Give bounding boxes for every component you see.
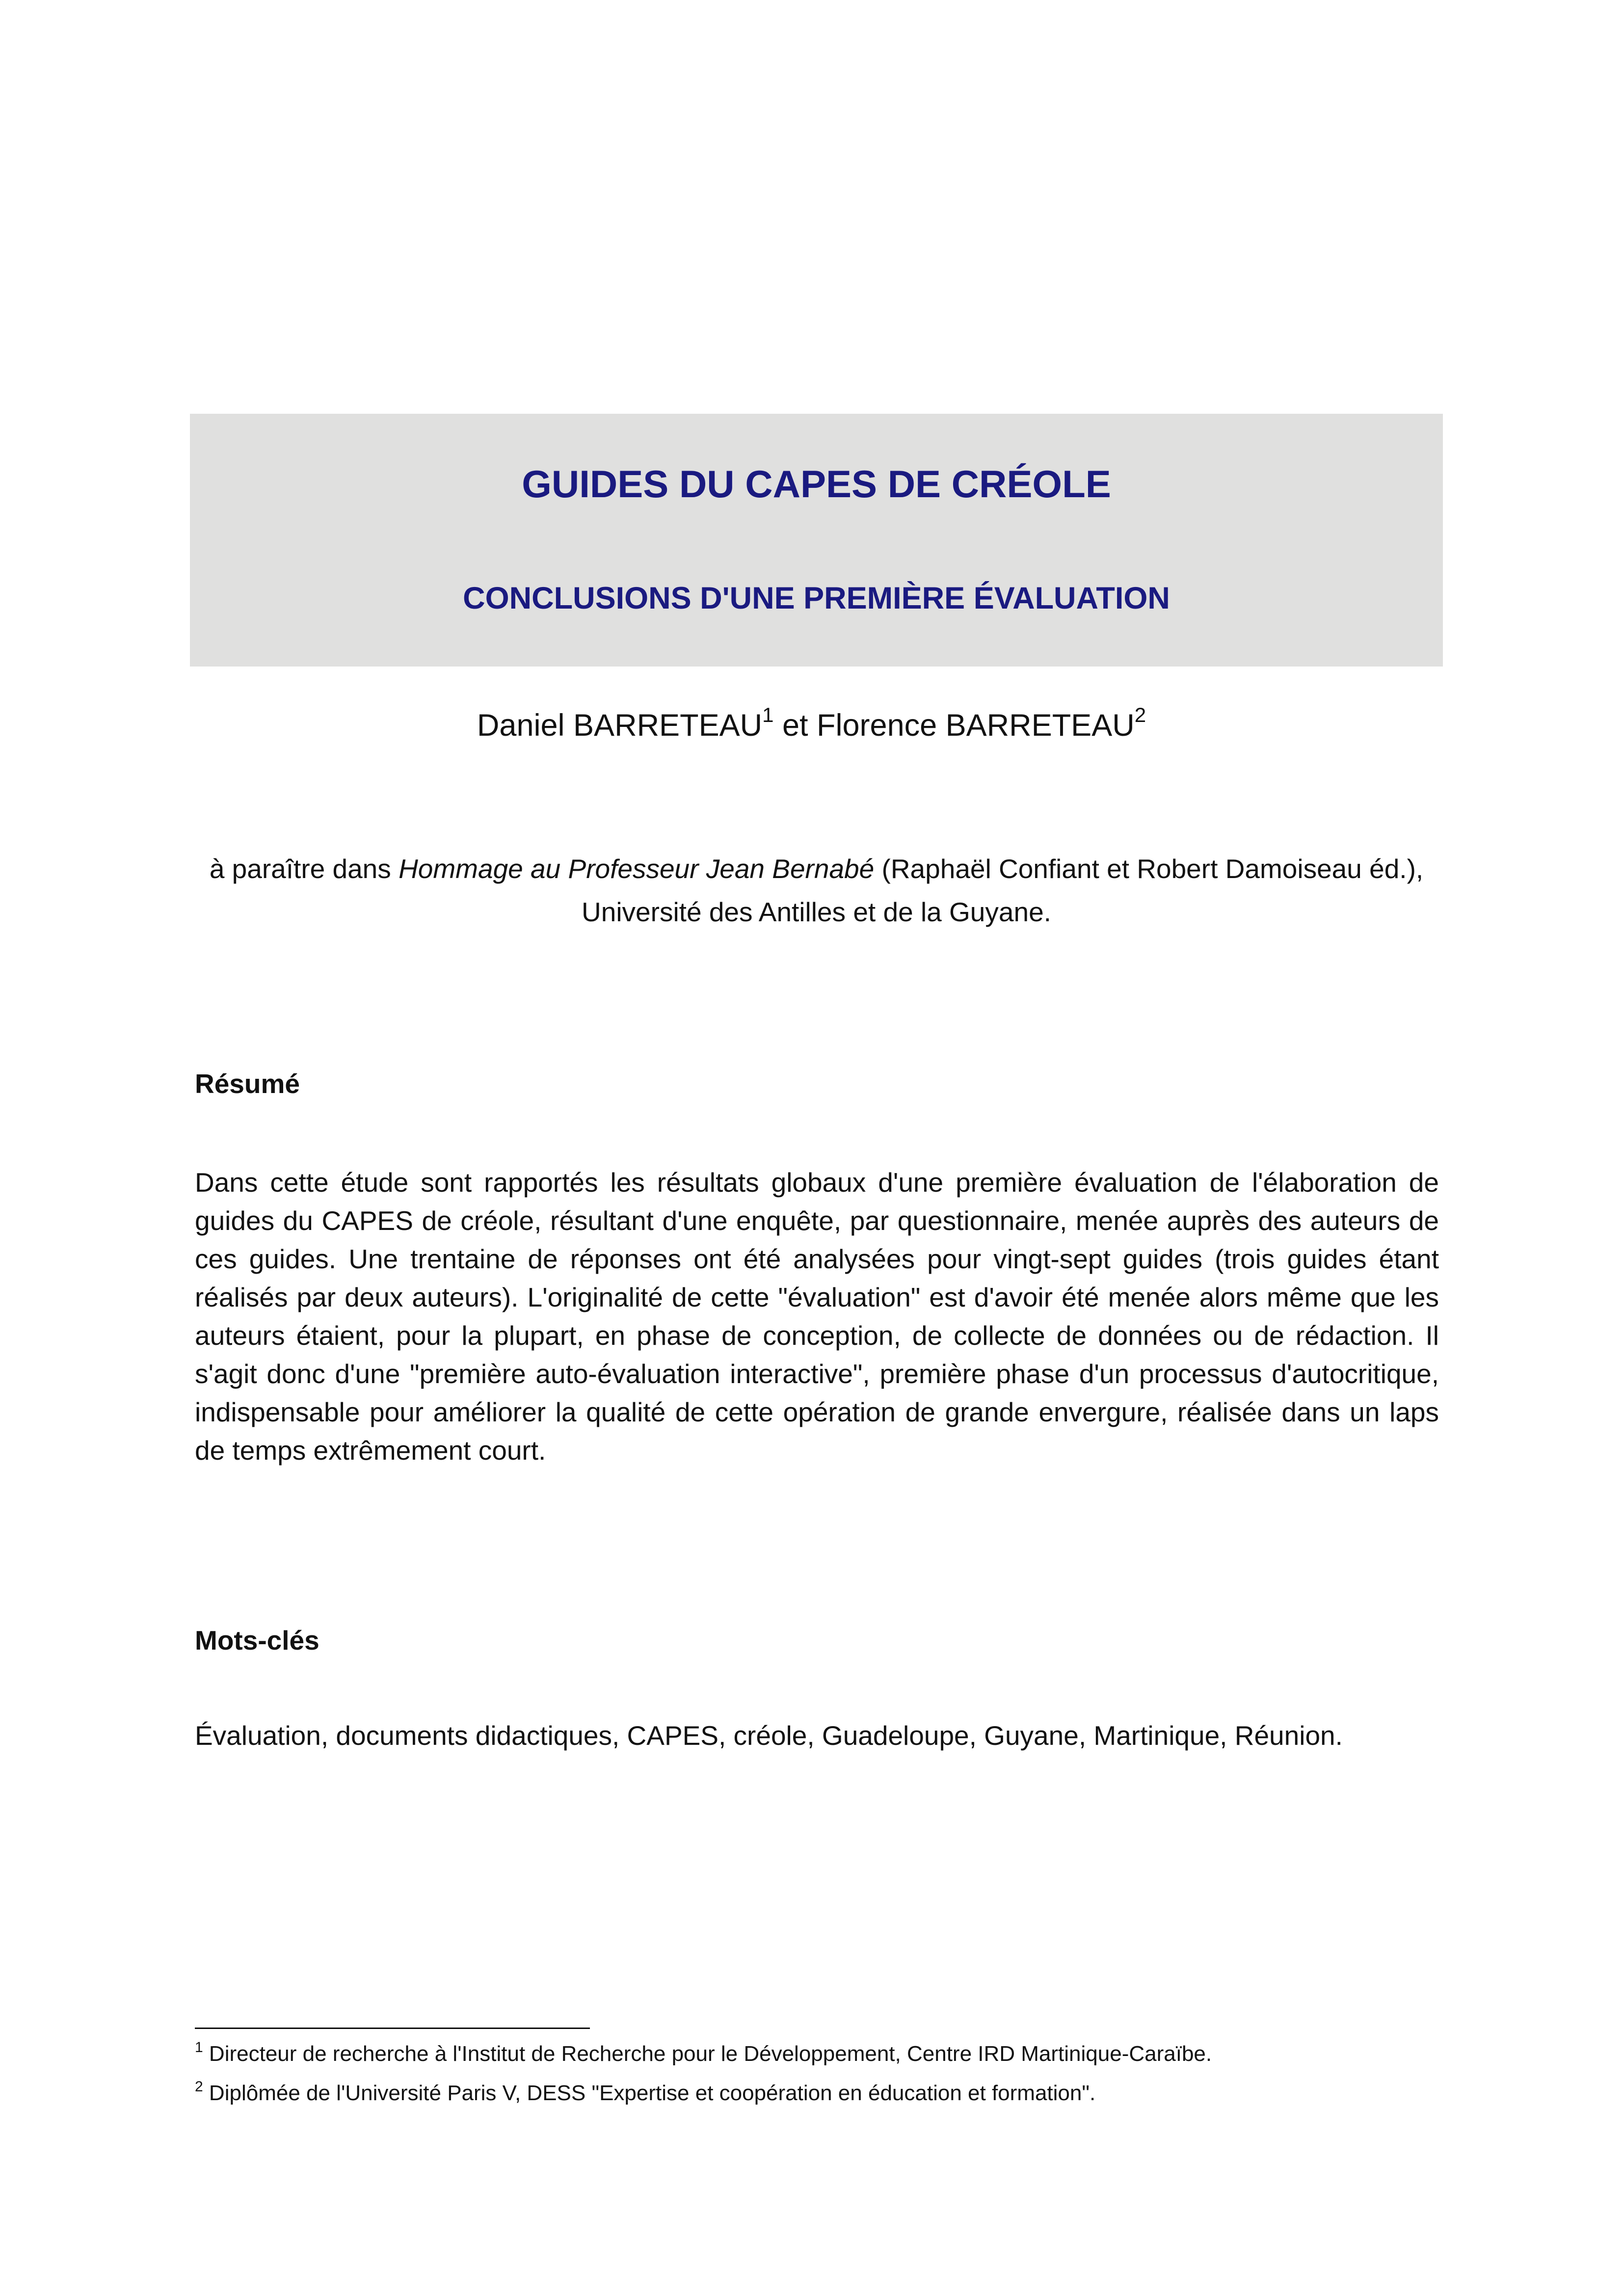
- footnote-text-1: Directeur de recherche à l'Institut de Recherche pour le Développement, Centre IRD Martinique-Caraïbe.: [209, 2042, 1212, 2066]
- author-2: et Florence BARRETEAU: [782, 708, 1135, 743]
- book-title: Hommage au Professeur Jean Bernabé: [399, 854, 875, 884]
- footnote-text-2: Diplômée de l'Université Paris V, DESS "Expertise et coopération en éducation et formation".: [209, 2081, 1096, 2105]
- footnote-mark-1: 1: [195, 2039, 203, 2056]
- publication-prefix: à paraître dans: [209, 854, 399, 884]
- publication-institution: Université des Antilles et de la Guyane.: [582, 897, 1051, 927]
- publication-editors: (Raphaël Confiant et Robert Damoiseau éd.),: [874, 854, 1424, 884]
- document-subtitle: CONCLUSIONS D'UNE PREMIÈRE ÉVALUATION: [463, 581, 1170, 615]
- footnote-2: [195, 2081, 1095, 2106]
- footnote-ref-2: 2: [1134, 703, 1146, 726]
- resume-text: Dans cette étude sont rapportés les résultats globaux d'une première évaluation de l'élaboration de guides du CAPES de créole, résultant d'une enquête, par questionnaire, menée auprès des auteurs de ces guides. Une trentaine de réponses ont été analysées pour vingt-sept guides (trois guides étant réalisés par deux auteurs). L'originalité de cette "évaluation" est d'avoir été menée alors même que les auteurs étaient, pour la plupart, en phase de conception, de collecte de données ou de rédaction. Il s'agit donc d'une "première auto-évaluation interactive", première phase d'un processus d'autocritique, indispensable pour améliorer la qualité de cette opération de grande envergure, réalisée dans un laps de temps extrêmement court.: [195, 1167, 1439, 1466]
- keywords-text: Évaluation, documents didactiques, CAPES, créole, Guadeloupe, Guyane, Martinique, Réunion.: [195, 1720, 1343, 1751]
- author-1: Daniel BARRETEAU: [477, 708, 763, 743]
- author-line: [0, 703, 1623, 743]
- footnote-mark-2: 2: [195, 2079, 203, 2095]
- title-block: [190, 414, 1443, 667]
- footnote-ref-1: 1: [762, 703, 774, 726]
- document-title: GUIDES DU CAPES DE CRÉOLE: [522, 462, 1111, 506]
- resume-heading: Résumé: [195, 1068, 300, 1099]
- footnote-separator: [195, 2028, 590, 2029]
- keywords-heading: Mots-clés: [195, 1625, 319, 1655]
- footnote-1: [195, 2039, 1212, 2066]
- publication-line: [190, 853, 1443, 884]
